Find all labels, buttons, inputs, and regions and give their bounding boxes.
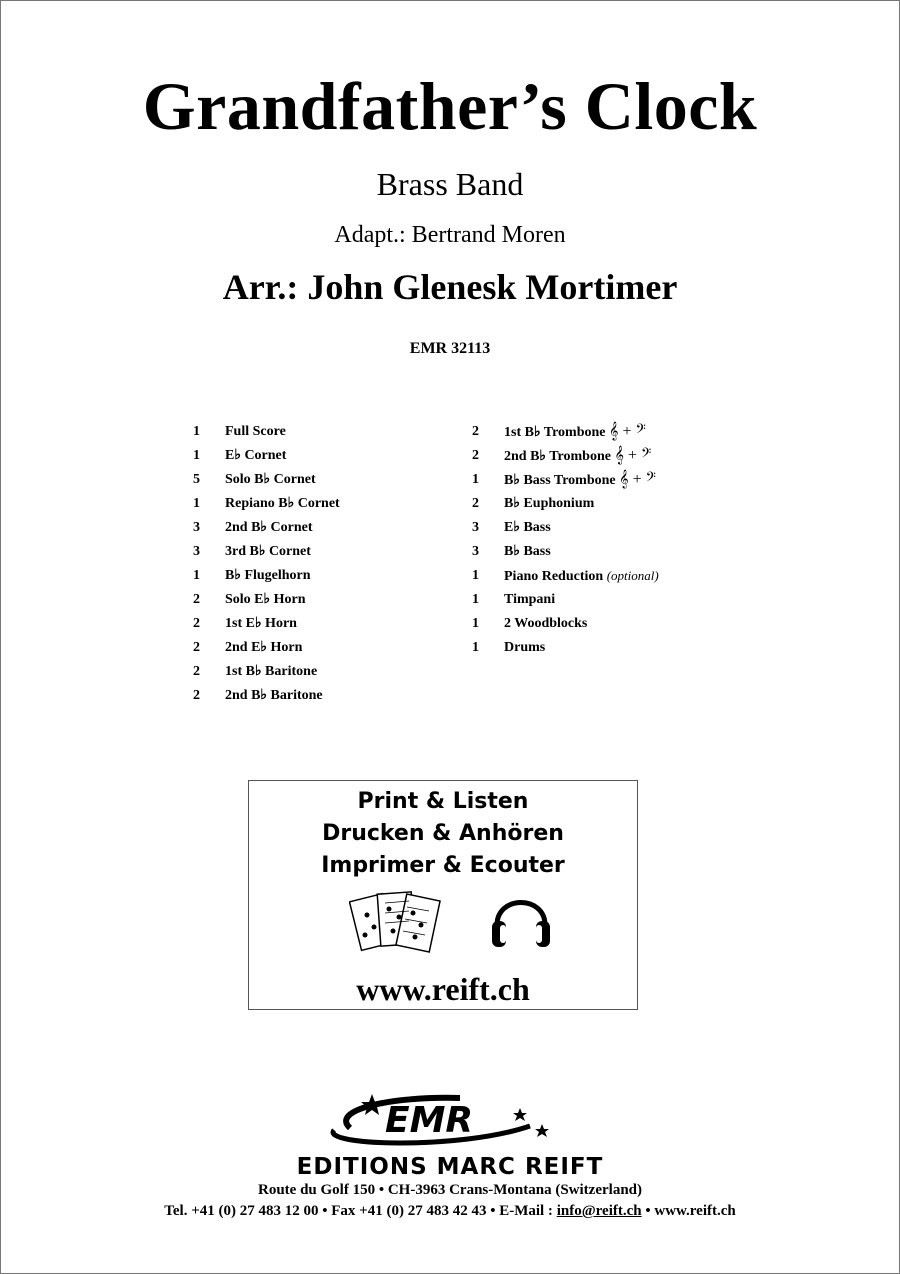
part-name-group bbox=[504, 422, 646, 443]
parts-list-left bbox=[193, 422, 453, 710]
part-name-group bbox=[225, 470, 316, 490]
part-row bbox=[472, 638, 772, 662]
part-row bbox=[193, 686, 453, 710]
part-note: (optional) bbox=[606, 568, 659, 583]
part-name-group bbox=[225, 614, 297, 634]
part-row bbox=[193, 614, 453, 638]
part-name: Full Score bbox=[225, 424, 286, 439]
emr-logo-text: EMR bbox=[385, 1100, 474, 1141]
part-name: Solo B♭ Cornet bbox=[225, 472, 316, 487]
promo-line-en: Print & Listen bbox=[357, 789, 529, 814]
arranger-credit: Arr.: John Glenesk Mortimer bbox=[222, 267, 678, 307]
part-quantity: 2 bbox=[472, 496, 479, 511]
part-row bbox=[193, 590, 453, 614]
part-quantity: 1 bbox=[472, 592, 479, 607]
part-quantity: 3 bbox=[472, 520, 479, 535]
part-name: 2nd B♭ Cornet bbox=[225, 520, 313, 535]
part-row bbox=[472, 614, 772, 638]
part-name: 1st B♭ Trombone bbox=[504, 425, 606, 440]
clef-symbols: 𝄞 + 𝄢 bbox=[609, 423, 646, 440]
part-name: Drums bbox=[504, 640, 546, 655]
promo-line-de: Drucken & Anhören bbox=[322, 821, 564, 846]
part-name-group bbox=[504, 614, 587, 634]
promo-line-fr: Imprimer & Ecouter bbox=[321, 853, 565, 878]
part-name-group bbox=[225, 686, 323, 706]
part-quantity: 1 bbox=[472, 616, 479, 631]
part-quantity: 2 bbox=[193, 664, 200, 679]
part-quantity: 2 bbox=[193, 616, 200, 631]
part-name: Solo E♭ Horn bbox=[225, 592, 306, 607]
part-row bbox=[472, 566, 772, 590]
part-name-group bbox=[225, 566, 311, 586]
part-row bbox=[193, 518, 453, 542]
part-quantity: 1 bbox=[193, 448, 200, 463]
publisher-name: EDITIONS MARC REIFT bbox=[296, 1154, 604, 1180]
part-quantity: 1 bbox=[193, 424, 200, 439]
headphones-icon bbox=[489, 885, 553, 951]
part-name: B♭ Euphonium bbox=[504, 496, 595, 511]
part-quantity: 3 bbox=[193, 544, 200, 559]
part-name: 2nd B♭ Baritone bbox=[225, 688, 323, 703]
part-quantity: 3 bbox=[193, 520, 200, 535]
catalog-code: EMR 32113 bbox=[409, 340, 491, 357]
part-row bbox=[472, 422, 772, 446]
part-row bbox=[193, 566, 453, 590]
contact-phone-fax: Tel. +41 (0) 27 483 12 00 • Fax +41 (0) 27 483 42 43 • E-Mail : bbox=[164, 1203, 557, 1219]
part-name: 2nd B♭ Trombone bbox=[504, 449, 611, 464]
part-quantity: 5 bbox=[193, 472, 200, 487]
part-name: B♭ Bass Trombone bbox=[504, 473, 616, 488]
contact-website[interactable]: • www.reift.ch bbox=[641, 1203, 736, 1219]
part-row bbox=[193, 662, 453, 686]
part-row bbox=[472, 446, 772, 470]
promo-website-link[interactable]: www.reift.ch bbox=[356, 971, 530, 1007]
part-row bbox=[472, 590, 772, 614]
part-quantity: 1 bbox=[193, 496, 200, 511]
part-name-group bbox=[225, 494, 340, 514]
part-name-group bbox=[504, 494, 594, 514]
publisher-address: Route du Golf 150 • CH-3963 Crans-Montana (Switzerland) bbox=[258, 1182, 642, 1198]
part-name-group bbox=[225, 446, 286, 466]
sheet-music-icon bbox=[349, 887, 441, 959]
part-row bbox=[193, 494, 453, 518]
emr-logo bbox=[310, 1090, 560, 1150]
part-name: B♭ Flugelhorn bbox=[225, 568, 311, 583]
part-name: Repiano B♭ Cornet bbox=[225, 496, 340, 511]
part-name: E♭ Cornet bbox=[225, 448, 287, 463]
part-name: Piano Reduction bbox=[504, 569, 604, 584]
part-row bbox=[472, 518, 772, 542]
publisher-contact bbox=[0, 1203, 900, 1220]
part-quantity: 2 bbox=[472, 448, 479, 463]
part-quantity: 1 bbox=[193, 568, 200, 583]
part-name-group bbox=[504, 446, 651, 467]
part-row bbox=[193, 446, 453, 470]
part-name-group bbox=[504, 542, 551, 562]
part-name: Timpani bbox=[504, 592, 556, 607]
part-row bbox=[472, 470, 772, 494]
adaptation-credit: Adapt.: Bertrand Moren bbox=[334, 222, 566, 248]
part-name-group bbox=[225, 422, 286, 442]
part-name-group bbox=[225, 590, 306, 610]
part-quantity: 3 bbox=[472, 544, 479, 559]
part-row bbox=[193, 542, 453, 566]
part-name-group bbox=[504, 518, 551, 538]
part-row bbox=[193, 470, 453, 494]
clef-symbols: 𝄞 + 𝄢 bbox=[619, 471, 656, 488]
part-name-group bbox=[504, 566, 659, 587]
part-quantity: 1 bbox=[472, 640, 479, 655]
part-name: E♭ Bass bbox=[504, 520, 551, 535]
part-name-group bbox=[225, 638, 302, 658]
clef-symbols: 𝄞 + 𝄢 bbox=[614, 447, 652, 464]
part-name-group bbox=[225, 518, 313, 538]
part-name-group bbox=[225, 542, 311, 562]
part-name-group bbox=[504, 470, 656, 491]
part-name: 3rd B♭ Cornet bbox=[225, 544, 311, 559]
part-row bbox=[193, 638, 453, 662]
part-quantity: 2 bbox=[193, 688, 200, 703]
part-row bbox=[472, 542, 772, 566]
part-quantity: 2 bbox=[193, 592, 200, 607]
part-quantity: 2 bbox=[193, 640, 200, 655]
part-row bbox=[193, 422, 453, 446]
part-name: 1st E♭ Horn bbox=[225, 616, 297, 631]
part-name: 2nd E♭ Horn bbox=[225, 640, 303, 655]
part-row bbox=[472, 494, 772, 518]
parts-list-right bbox=[472, 422, 772, 662]
part-name: 2 Woodblocks bbox=[504, 616, 588, 631]
score-title: Grandfather’s Clock bbox=[142, 68, 758, 144]
part-name: 1st B♭ Baritone bbox=[225, 664, 318, 679]
part-name-group bbox=[504, 638, 545, 658]
part-quantity: 1 bbox=[472, 472, 479, 487]
part-quantity: 2 bbox=[472, 424, 479, 439]
part-name-group bbox=[504, 590, 555, 610]
print-listen-box bbox=[248, 780, 638, 1010]
part-name: B♭ Bass bbox=[504, 544, 551, 559]
part-quantity: 1 bbox=[472, 568, 479, 583]
ensemble-subtitle: Brass Band bbox=[376, 166, 524, 202]
email-link[interactable]: info@reift.ch bbox=[556, 1203, 642, 1219]
part-name-group bbox=[225, 662, 317, 682]
